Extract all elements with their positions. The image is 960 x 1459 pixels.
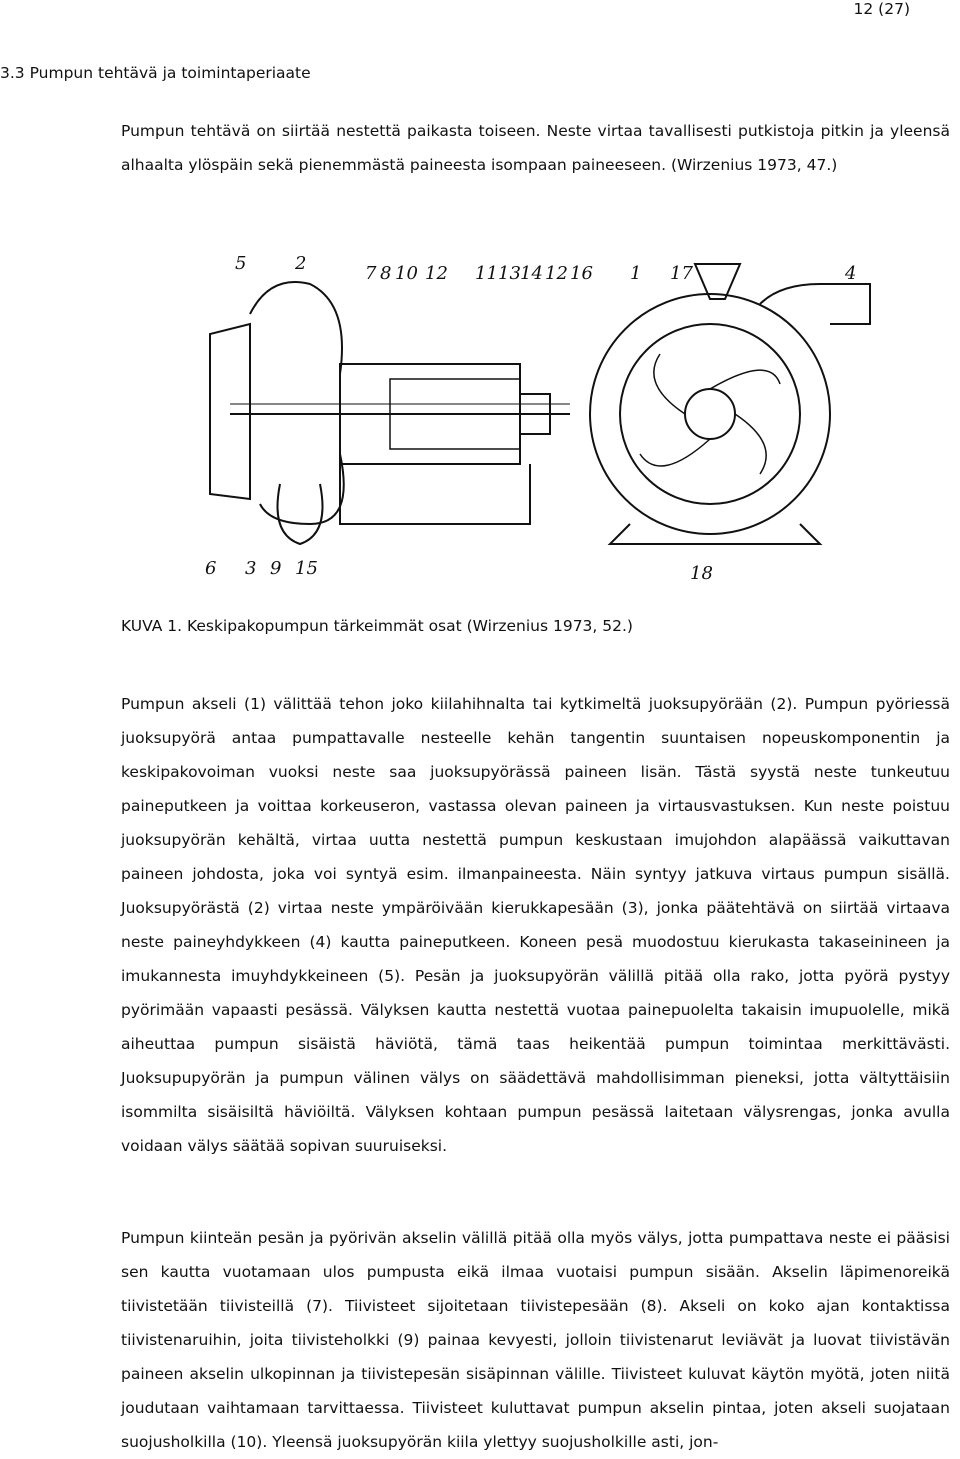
callout-8: 8 — [380, 263, 392, 284]
figure-caption: KUVA 1. Keskipakopumpun tärkeimmät osat (Wirzenius 1973, 52.) — [121, 617, 633, 635]
callout-2: 2 — [295, 253, 307, 274]
impeller — [620, 324, 800, 504]
callout-1: 1 — [630, 263, 642, 284]
volute-lower — [278, 484, 323, 544]
section-heading: 3.3 Pumpun tehtävä ja toimintaperiaate — [0, 64, 311, 82]
impeller-hub — [685, 389, 735, 439]
support-foot — [340, 464, 530, 524]
callout-17: 17 — [670, 263, 693, 284]
callout-16: 16 — [570, 263, 593, 284]
callout-5: 5 — [235, 253, 247, 274]
body-paragraph-2: Pumpun kiinteän pesän ja pyörivän akselin välillä pitää olla myös välys, jotta pumpattava neste ei pääsisi sen kautta vuotamaan ulos pumpusta eikä ilmaa vuotaisi pumpun sisään. Akselin läpimenoreikä tiivistetään tiivisteillä (7). Tiivisteet sijoitetaan tiivistepesään (8). Akseli on koko ajan kontaktissa tiivistenaruihin, joita tiivisteholkki (9) painaa kevyesti, jolloin tiivistenarut leviävät ja luovat tiivistävän paineen akselin ulkopinnan ja tiivistepesän sisäpinnan välille. Tiivisteet kuluvat käytön myötä, joten niitä joudutaan vaihtamaan tarvittaessa. Tiivisteet kuluttavat pumpun akselin pintaa, joten akseli suojataan suojusholkilla (10). Yleensä juoksupyörän kiila ylettyy suojusholkille asti, jon- — [121, 1229, 950, 1451]
callout-3: 3 — [245, 558, 257, 579]
callout-7: 7 — [365, 263, 377, 284]
pump-cross-section-svg — [180, 224, 880, 604]
callout-11: 11 — [475, 263, 498, 284]
callout-10: 10 — [395, 263, 418, 284]
volute-section — [250, 282, 344, 524]
callout-4: 4 — [845, 263, 857, 284]
callout-6: 6 — [205, 558, 217, 579]
intro-paragraph: Pumpun tehtävä on siirtää nestettä paikasta toiseen. Neste virtaa tavallisesti putkistoja pitkin ja yleensä alhaalta ylöspäin sekä pienemmästä paineesta isompaan paineeseen. (Wirzenius 1973, 47.) — [121, 122, 950, 174]
callout-9: 9 — [270, 558, 282, 579]
callout-15: 15 — [295, 558, 318, 579]
pump-casing-left — [210, 324, 250, 499]
callout-12b: 12 — [545, 263, 568, 284]
volute-outer — [590, 294, 830, 534]
callout-13: 13 — [498, 263, 521, 284]
body-paragraph-1: Pumpun akseli (1) välittää tehon joko kiilahihnalta tai kytkimeltä juoksupyörään (2). Pumpun pyöriessä juoksupyörä antaa pumpattavalle nesteelle kehän tangentin suuntaisen nopeuskomponentin ja keskipakovoiman vuoksi neste saa juoksupyörässä paineen lisän. Tästä syystä neste tunkeutuu paineputkeen ja voittaa korkeuseron, vastassa olevan paineen ja virtausvastuksen. Kun neste poistuu juoksupyörän kehältä, virtaa uutta nestettä pumpun keskustaan imujohdon alapäässä vaikuttavan paineen johdosta, joka voi syntyä esim. ilmanpaineesta. Näin syntyy jatkuva virtaus pumpun sisällä. Juoksupyörästä (2) virtaa neste ympäröivään kierukkapesään (3), jonka päätehtävä on siirtää virtaava neste paineyhdykkeen (4) kautta paineputkeen. Koneen pesä muodostuu kierukasta takaseinineen ja imukannesta imuyhdykkeineen (5). Pesän ja juoksupyörän välillä pitää olla rako, jotta pyörä pystyy pyörimään vapaasti pesässä. Välyksen kautta nestettä vuotaa painepuolelta takaisin imupuolelle, mikä aiheuttaa pumpun sisäistä häviötä, tämä taas heikentää pumpun toimintaa merkittävästi. Juoksupupyörän ja pumpun välinen välys on säädettävä mahdollisimman pieneksi, jotta vältyttäisiin isommilta sisäisiltä häviöiltä. Välyksen kohtaan pumpun pesässä laitetaan välysrengas, jonka avulla voidaan välys säätää sopivan suuruiseksi. — [121, 695, 950, 1155]
page-number: 12 (27) — [853, 0, 910, 18]
callout-12a: 12 — [425, 263, 448, 284]
callout-14: 14 — [520, 263, 543, 284]
discharge-nozzle — [760, 284, 870, 324]
pump-drawing — [180, 224, 880, 604]
callout-18: 18 — [690, 563, 713, 584]
